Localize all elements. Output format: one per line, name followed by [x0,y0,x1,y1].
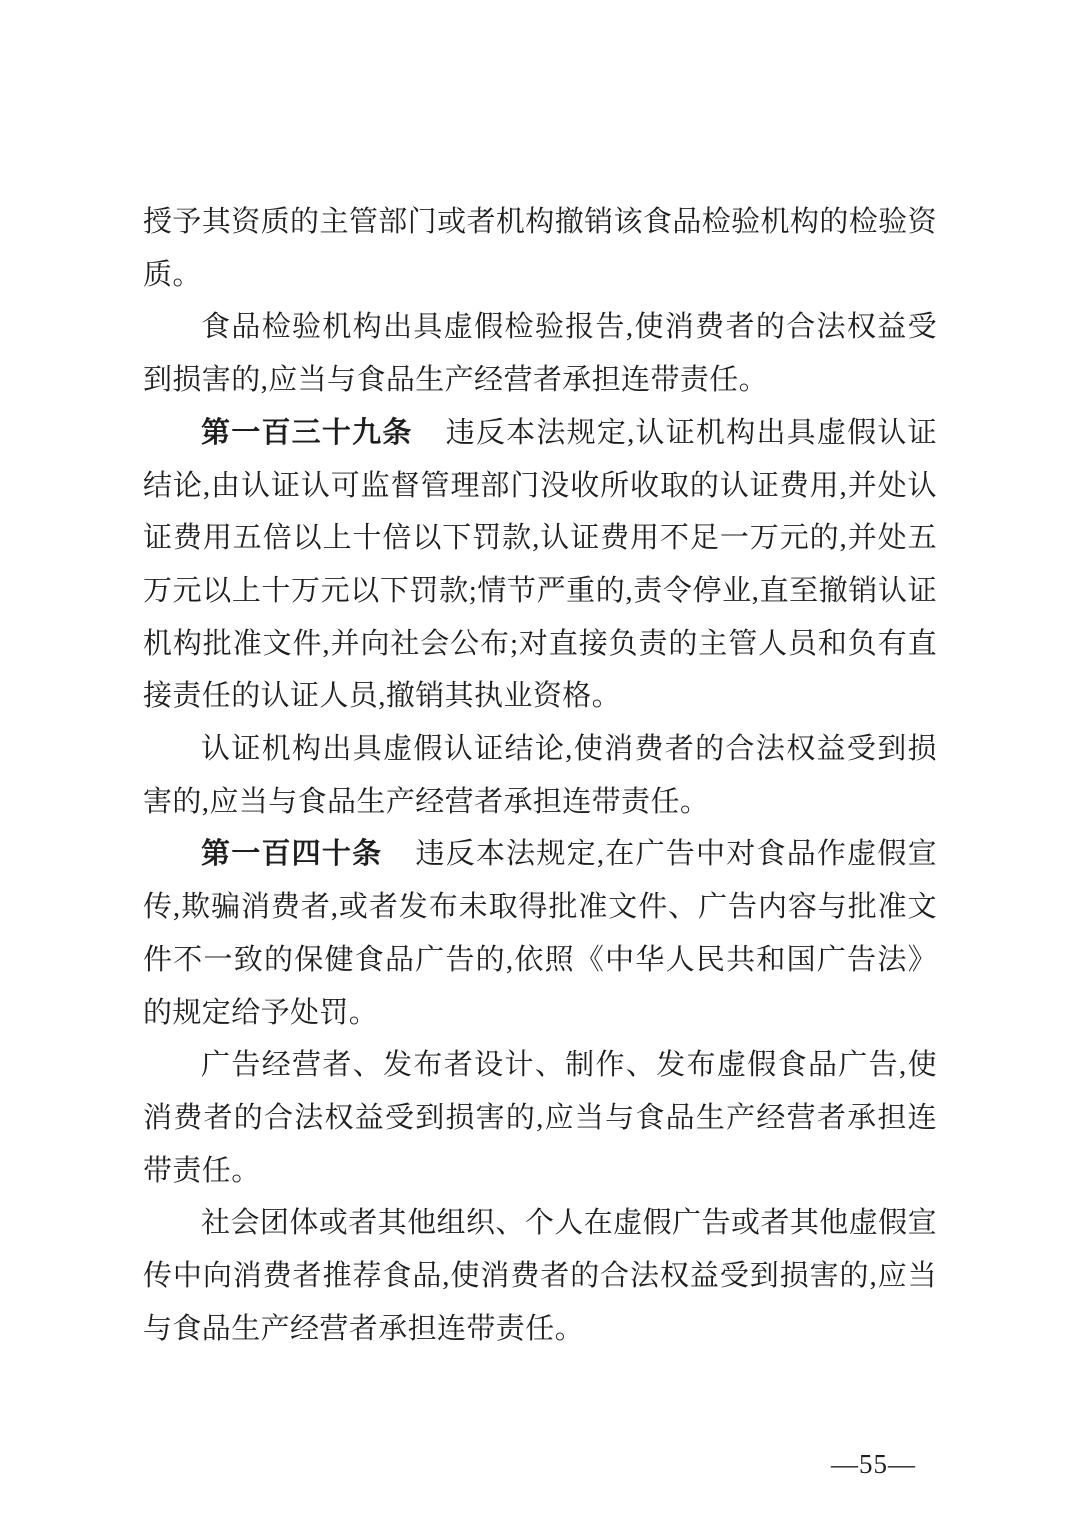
page-number: —55— [831,1449,916,1479]
paragraph-social-organization-liability [143,1197,937,1355]
article-139-number: 第一百三十九条 [201,416,413,449]
paragraph-article-139 [143,407,937,723]
paragraph-text: 违反本法规定,在广告中对食品作虚假宣传,欺骗消费者,或者发布未取得批准文件、广告内容与批准文件不一致的保健食品广告的,依照《中华人民共和国广告法》的规定给予处罚。 [143,838,938,1029]
paragraph-advertiser-liability [143,1039,937,1197]
paragraph-text: 社会团体或者其他组织、个人在虚假广告或者其他虚假宣传中向消费者推荐食品,使消费者的合法权益受到损害的,应当与食品生产经营者承担连带责任。 [143,1207,937,1345]
paragraph-text: 授予其资质的主管部门或者机构撤销该食品检验机构的检验资质。 [143,206,937,291]
law-text-body [143,196,937,1355]
paragraph-text: 广告经营者、发布者设计、制作、发布虚假食品广告,使消费者的合法权益受到损害的,应当与食品生产经营者承担连带责任。 [143,1049,937,1187]
paragraph-inspection-agency-liability [143,301,937,406]
paragraph-continuation-inspection-revocation [143,196,937,301]
article-140-number: 第一百四十条 [201,838,383,871]
paragraph-text: 食品检验机构出具虚假检验报告,使消费者的合法权益受到损害的,应当与食品生产经营者承担连带责任。 [143,311,937,397]
paragraph-certification-agency-liability [143,723,937,828]
paragraph-text: 违反本法规定,认证机构出具虚假认证结论,由认证认可监督管理部门没收所收取的认证费用,并处认证费用五倍以上十倍以下罚款,认证费用不足一万元的,并处五万元以上十万元以下罚款;情节严重的,责令停业,直至撤销认证机构批准文件,并向社会公布;对直接负责的主管人员和负有直接责任的认证人员,撤销其执业资格。 [143,416,937,713]
paragraph-article-140 [143,828,937,1039]
paragraph-text: 认证机构出具虚假认证结论,使消费者的合法权益受到损害的,应当与食品生产经营者承担连带责任。 [143,733,937,818]
